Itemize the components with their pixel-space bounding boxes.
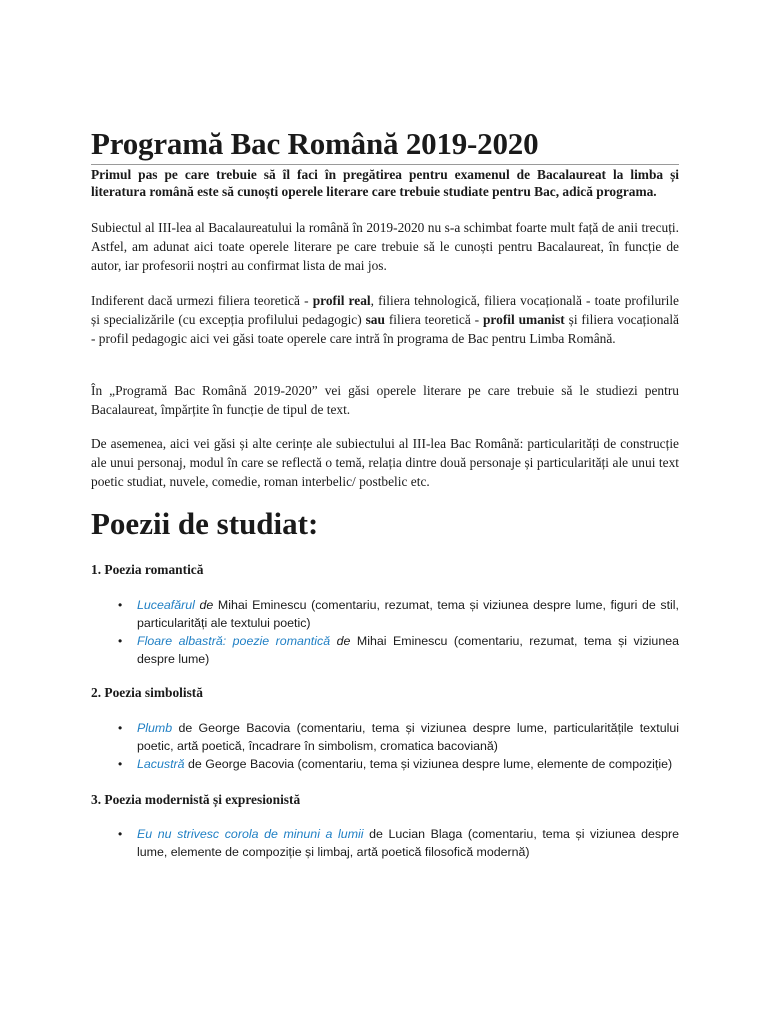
item-description: Mihai Eminescu (comentariu, rezumat, tema și viziunea despre lume, figuri de stil, particularități ale textului poetic) [137,598,679,630]
work-link-eu-nu-strivesc[interactable]: Eu nu strivesc corola de minuni a lumii [137,827,364,841]
profiles-text-2: , filiera tehnologică, filiera vocațională - toate profilurile și specializările (cu excepția profilului pedagogic) [91,293,679,327]
bullet-icon: • [118,827,123,841]
list-item [118,632,679,668]
profiles-text-1: Indiferent dacă urmezi filiera teoretică - [91,293,313,308]
section-heading-romantica: 1. Poezia romantică [91,562,204,577]
profiles-text-4: și filiera vocațională - profil pedagogic aici vei găsi toate operele care intră în programa de Bac pentru Limba Română. [91,312,679,346]
item-description: de Lucian Blaga (comentariu, tema și viziunea despre lume, elemente de compoziție și limbaj, artă poetică filosofică modernă) [137,827,679,859]
poezii-heading: Poezii de studiat: [91,506,319,541]
work-link-floare-albastra[interactable]: Floare albastră: poezie romantică [137,634,331,648]
profil-umanist-bold: profil umanist [482,312,565,327]
paragraph-profiles [91,291,679,348]
list-romantica [118,596,679,668]
item-description: de George Bacovia (comentariu, tema și viziunea despre lume, particularitățile textului poetic, artă poetică, încadrare în simbolism, cromatica bacoviană) [137,721,679,753]
work-link-plumb[interactable]: Plumb [137,721,173,735]
bullet-icon: • [118,757,123,771]
item-de: de [194,598,214,612]
item-description: de George Bacovia (comentariu, tema și viziunea despre lume, elemente de compoziție) [184,757,673,771]
list-item [118,755,679,773]
bullet-icon: • [118,598,123,612]
profil-real-bold: profil real [312,293,371,308]
list-simbolista [118,719,679,773]
list-item [118,719,679,755]
intro-paragraph: Primul pas pe care trebuie să îl faci în pregătirea pentru examenul de Bacalaureat la limba și literatura română este să cunoști operele literare care trebuie studiate pentru Bac, adică programa. [91,167,679,199]
paragraph-subject: Subiectul al III-lea al Bacalaureatului la română în 2019-2020 nu s-a schimbat foarte mult față de anii trecuți. Astfel, am adunat aici toate operele literare pe care trebuie să le cunoști pentru Bacalaureat, în funcție de autor, iar profesorii noștri au confirmat lista de mai jos. [91,220,679,273]
section-heading-modernista: 3. Poezia modernistă și expresionistă [91,792,301,807]
sau-bold: sau [365,312,385,327]
title-divider [91,164,679,165]
section-heading-simbolista: 2. Poezia simbolistă [91,685,203,700]
profiles-text-3: filiera teoretică - [384,312,483,327]
page-title: Programă Bac Română 2019-2020 [91,126,539,161]
item-description: Mihai Eminescu (comentariu, rezumat, tema și viziunea despre lume) [137,634,679,666]
list-modernista [118,825,679,861]
paragraph-program: În „Programă Bac Română 2019-2020” vei găsi operele literare pe care trebuie să le studiezi pentru Bacalaureat, împărțite în funcție de tipul de text. [91,383,679,417]
work-link-lacustra[interactable]: Lacustră [137,757,185,771]
paragraph-requirements: De asemenea, aici vei găsi și alte cerințe ale subiectului al III-lea Bac Română: particularități de construcție ale unui personaj, modul în care se reflectă o temă, relația dintre două personaje și particularități ale unui text poetic studiat, nuvele, comedie, roman interbelic/ postbelic etc. [91,436,679,489]
bullet-icon: • [118,721,123,735]
bullet-icon: • [118,634,123,648]
list-item [118,825,679,861]
work-link-luceafarul[interactable]: Luceafărul [137,598,195,612]
list-item [118,596,679,632]
item-de: de [330,634,351,648]
